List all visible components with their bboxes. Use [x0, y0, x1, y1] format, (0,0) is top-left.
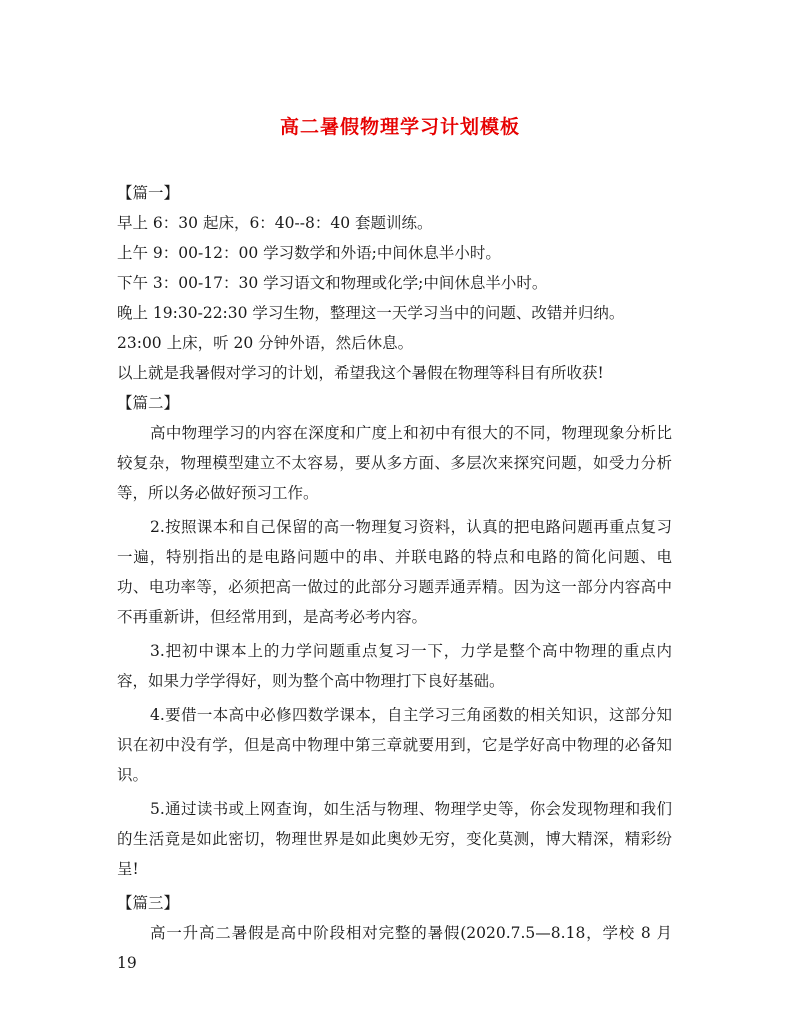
schedule-line: 上午 9：00-12：00 学习数学和外语;中间休息半小时。	[117, 244, 501, 262]
document-title: 高二暑假物理学习计划模板	[279, 116, 520, 138]
paragraph: 2.按照课本和自己保留的高一物理复习资料，认真的把电路问题再重点复习一遍，特别指出的是电路问题中的串、并联电路的特点和电路的简化问题、电功、电功率等，必须把高一做过的此部分习题弄通弄精。因为这一部分内容高中不再重新讲，但经常用到，是高考必考内容。	[117, 518, 672, 626]
section-heading-2: 【篇二】	[117, 394, 180, 412]
schedule-line: 下午 3：00-17：30 学习语文和物理或化学;中间休息半小时。	[117, 274, 548, 292]
paragraph: 3.把初中课本上的力学问题重点复习一下，力学是整个高中物理的重点内容，如果力学学得好，则为整个高中物理打下良好基础。	[117, 642, 672, 690]
paragraph: 4.要借一本高中必修四数学课本，自主学习三角函数的相关知识，这部分知识在初中没有学，但是高中物理中第三章就要用到，它是学好高中物理的必备知识。	[117, 706, 672, 784]
paragraph: 高一升高二暑假是高中阶段相对完整的暑假(2020.7.5—8.18，学校 8 月 19	[117, 924, 672, 972]
schedule-line: 以上就是我暑假对学习的计划，希望我这个暑假在物理等科目有所收获!	[117, 364, 604, 382]
section-heading-3: 【篇三】	[117, 894, 180, 912]
schedule-line: 晚上 19:30-22:30 学习生物，整理这一天学习当中的问题、改错并归纳。	[117, 304, 625, 322]
paragraph: 5.通过读书或上网查询，如生活与物理、物理学史等，你会发现物理和我们的生活竟是如此密切，物理世界是如此奥妙无穷，变化莫测，博大精深，精彩纷呈!	[117, 800, 672, 878]
schedule-line: 早上 6：30 起床，6：40--8：40 套题训练。	[117, 214, 433, 232]
schedule-line: 23:00 上床，听 20 分钟外语，然后休息。	[117, 334, 414, 352]
section-heading-1: 【篇一】	[117, 184, 180, 202]
paragraph: 高中物理学习的内容在深度和广度上和初中有很大的不同，物理现象分析比较复杂，物理模型建立不太容易，要从多方面、多层次来探究问题，如受力分析等，所以务必做好预习工作。	[117, 424, 672, 502]
document-body	[117, 178, 672, 982]
